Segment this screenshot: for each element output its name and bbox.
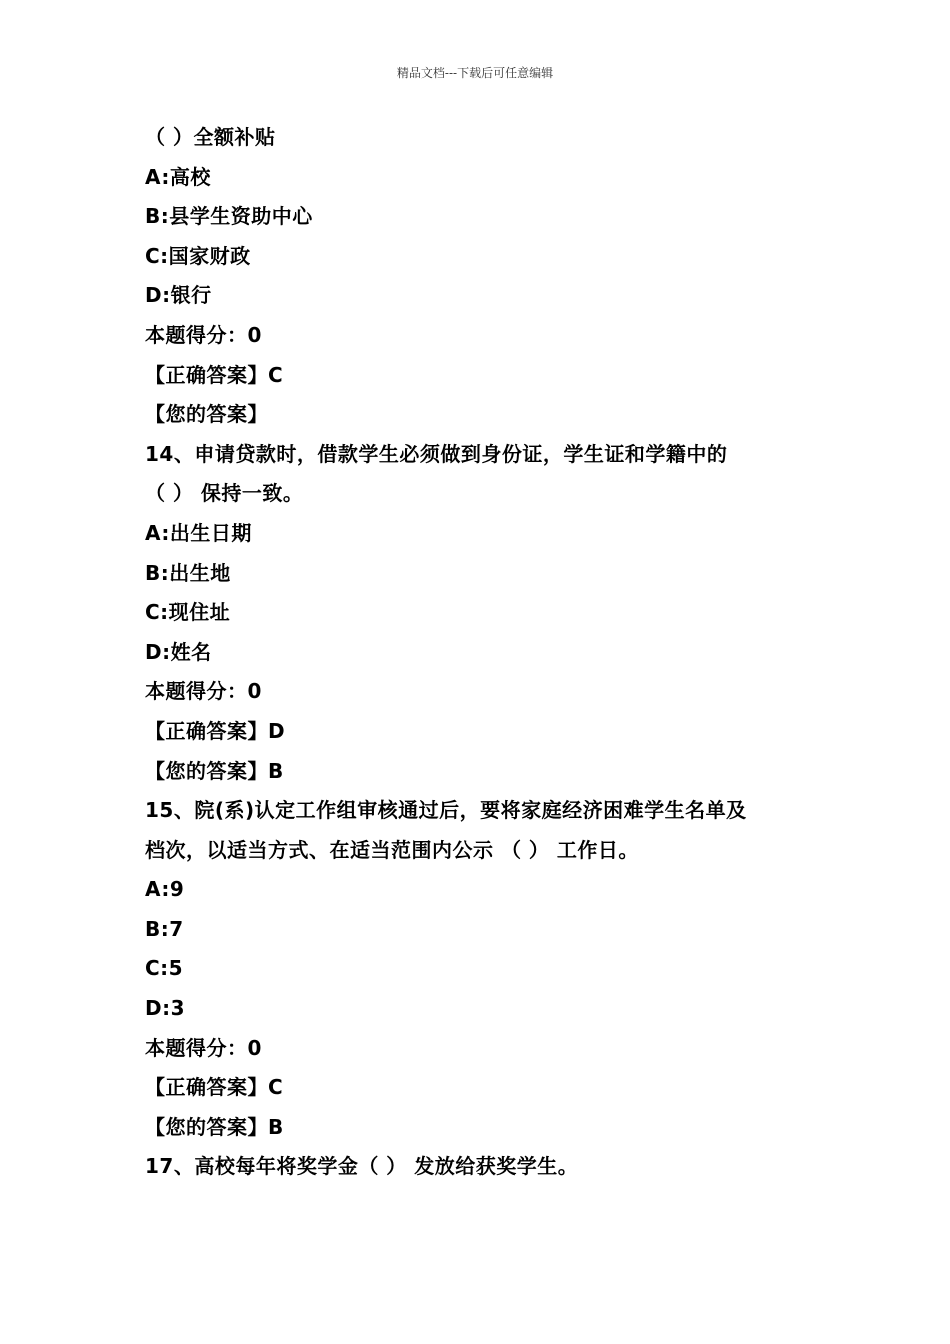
- correct-answer: 【正确答案】C: [145, 1075, 284, 1100]
- document-body: [145, 118, 835, 1187]
- question-stem: 14、申请贷款时，借款学生必须做到身份证，学生证和学籍中的: [145, 441, 728, 466]
- option-b: B:7: [145, 916, 184, 941]
- option-a: A:9: [145, 877, 185, 902]
- option-a: A:高校: [145, 164, 211, 189]
- option-a: A:出生日期: [145, 520, 252, 545]
- question-stem: 15、院(系)认定工作组审核通过后，要将家庭经济困难学生名单及: [145, 798, 747, 823]
- question-stem: （ ）全额补贴: [145, 125, 276, 149]
- option-c: C:5: [145, 956, 184, 981]
- question-stem: 17、高校每年将奖学金（ ） 发放给获奖学生。: [145, 1154, 579, 1179]
- page-header: 精品文档---下载后可任意编辑: [396, 66, 554, 80]
- option-c: C:现住址: [145, 600, 231, 625]
- question-14: [145, 435, 835, 791]
- option-b: B:县学生资助中心: [145, 204, 313, 229]
- option-d: D:银行: [145, 283, 212, 308]
- your-answer: 【您的答案】B: [145, 1114, 284, 1139]
- question-score: 本题得分：0: [145, 1035, 262, 1060]
- option-d: D:3: [145, 996, 186, 1021]
- your-answer: 【您的答案】B: [145, 758, 284, 783]
- option-d: D:姓名: [145, 639, 212, 664]
- question-score: 本题得分：0: [145, 322, 262, 347]
- question-stem-continued: （ ） 保持一致。: [145, 481, 304, 506]
- question-17: [145, 1147, 835, 1187]
- question-13-tail: [145, 118, 835, 435]
- question-15: [145, 791, 835, 1147]
- question-score: 本题得分：0: [145, 679, 262, 704]
- option-c: C:国家财政: [145, 243, 251, 268]
- correct-answer: 【正确答案】D: [145, 718, 286, 743]
- option-b: B:出生地: [145, 560, 231, 585]
- correct-answer: 【正确答案】C: [145, 362, 284, 387]
- your-answer: 【您的答案】: [145, 402, 268, 427]
- question-stem-continued: 档次，以适当方式、在适当范围内公示 （ ） 工作日。: [145, 837, 639, 862]
